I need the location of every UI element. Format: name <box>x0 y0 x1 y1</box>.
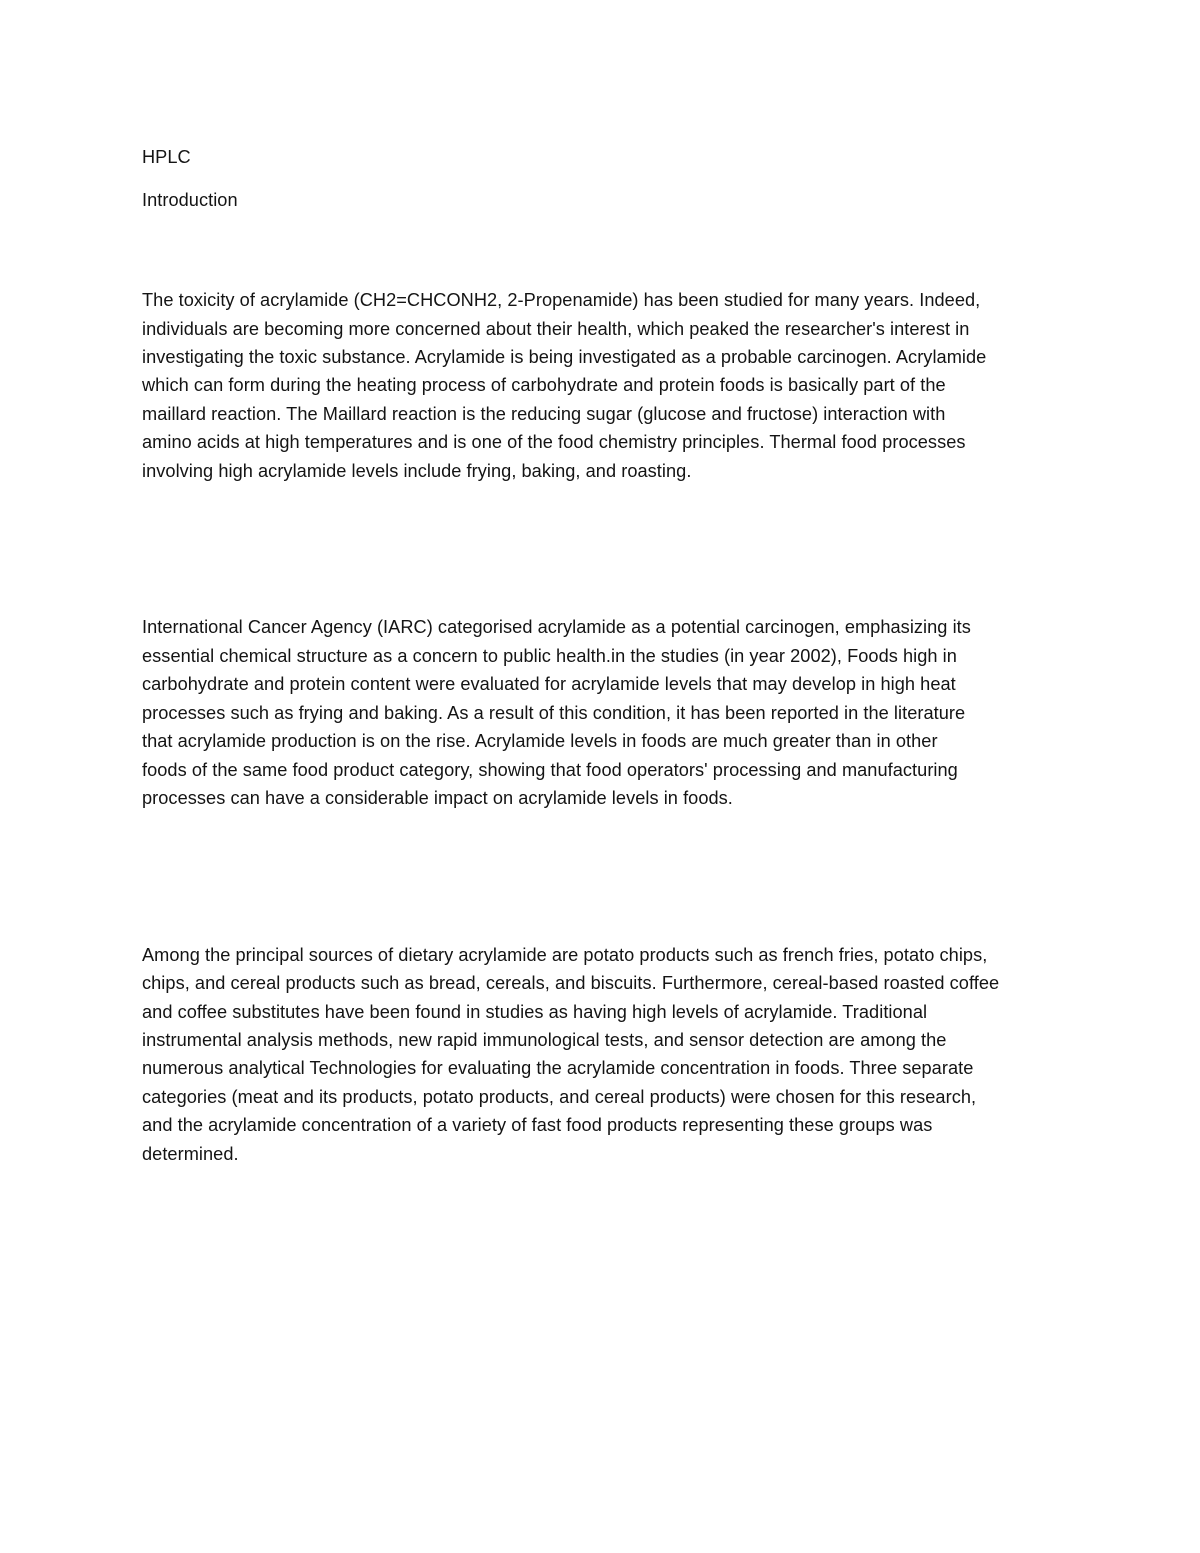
text-line: and the acrylamide concentration of a variety of fast food products representing these groups was <box>142 1115 933 1136</box>
text-line: instrumental analysis methods, new rapid immunological tests, and sensor detection are among the <box>142 1029 947 1050</box>
text-line: that acrylamide production is on the rise. Acrylamide levels in foods are much greater than in other <box>142 731 938 752</box>
paragraph-3 <box>142 884 1060 1225</box>
text-line: individuals are becoming more concerned about their health, which peaked the researcher's interest in <box>142 318 970 339</box>
text-line: and coffee substitutes have been found in studies as having high levels of acrylamide. Traditional <box>142 1001 928 1022</box>
text-line: carbohydrate and protein content were evaluated for acrylamide levels that may develop in high heat <box>142 674 956 695</box>
text-line: chips, and cereal products such as bread, cereals, and biscuits. Furthermore, cereal-based roasted coffee <box>142 973 1000 994</box>
text-line: International Cancer Agency (IARC) categorised acrylamide as a potential carcinogen, emphasizing its <box>142 617 971 638</box>
text-line: essential chemical structure as a concern to public health.in the studies (in year 2002), Foods high in <box>142 645 957 666</box>
text-line: foods of the same food product category, showing that food operators' processing and manufacturing <box>142 759 958 780</box>
document-title: HPLC <box>142 147 191 167</box>
text-line: processes can have a considerable impact on acrylamide levels in foods. <box>142 787 733 808</box>
text-line: categories (meat and its products, potato products, and cereal products) were chosen for this research, <box>142 1086 977 1107</box>
paragraph-2 <box>142 557 1060 869</box>
text-line: maillard reaction. The Maillard reaction is the reducing sugar (glucose and fructose) interaction with <box>142 403 946 424</box>
document-body <box>142 143 1060 1240</box>
paragraph-1 <box>142 229 1060 541</box>
text-line: Among the principal sources of dietary acrylamide are potato products such as french fries, potato chips, <box>142 944 988 965</box>
text-line: determined. <box>142 1143 239 1164</box>
text-line: amino acids at high temperatures and is one of the food chemistry principles. Thermal food processes <box>142 432 966 453</box>
text-line: investigating the toxic substance. Acrylamide is being investigated as a probable carcinogen. Acrylamide <box>142 347 987 368</box>
section-heading: Introduction <box>142 190 238 211</box>
text-line: numerous analytical Technologies for evaluating the acrylamide concentration in foods. Three separate <box>142 1058 974 1079</box>
text-line: processes such as frying and baking. As a result of this condition, it has been reported in the literature <box>142 702 966 723</box>
text-line: involving high acrylamide levels include frying, baking, and roasting. <box>142 460 692 481</box>
text-line: The toxicity of acrylamide (CH2=CHCONH2, 2-Propenamide) has been studied for many years. Indeed, <box>142 290 981 311</box>
text-line: which can form during the heating process of carbohydrate and protein foods is basically part of the <box>142 375 946 396</box>
